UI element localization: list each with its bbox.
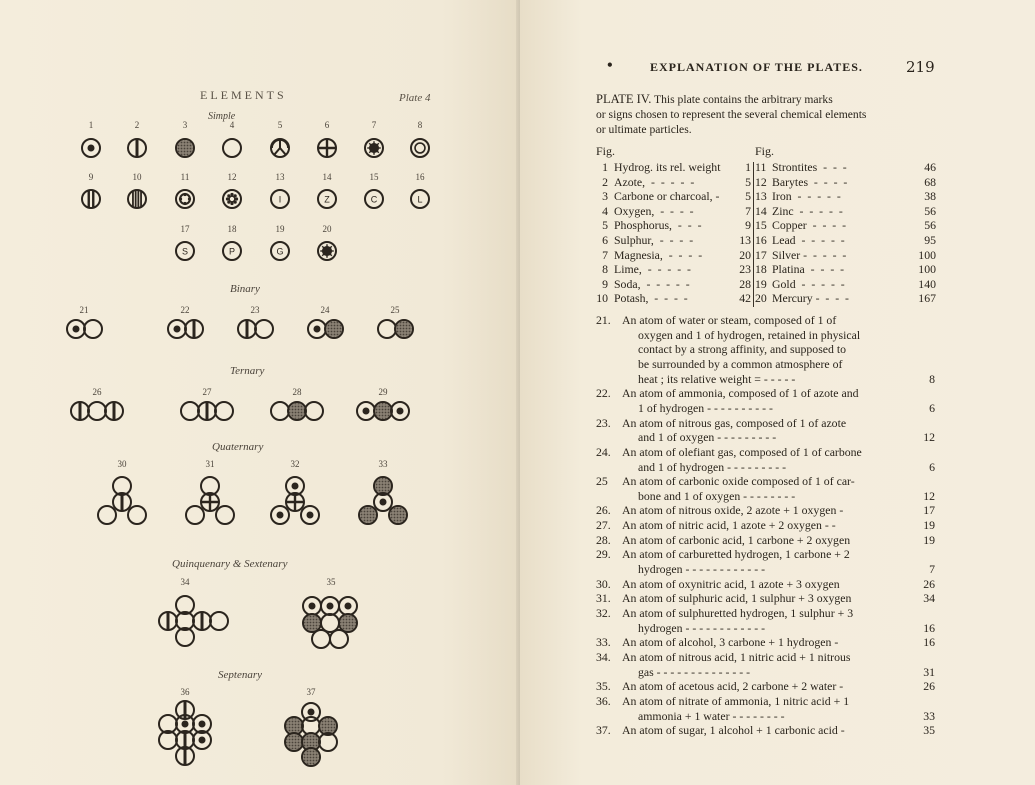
- fig-number: 8: [602, 262, 608, 277]
- element-row: [596, 160, 941, 175]
- figure-number: 5: [277, 120, 283, 130]
- atom-symbol-hydrogen: [308, 320, 326, 338]
- element-name: Gold - - - - -: [772, 276, 845, 291]
- atomic-weight: 100: [918, 262, 936, 277]
- note-weight: 6: [929, 459, 935, 474]
- atomic-weight: 68: [924, 174, 936, 189]
- note-text: be surrounded by a common atmosphere of: [638, 356, 843, 371]
- atom-letter: P: [228, 246, 236, 257]
- figure-number: 30: [117, 459, 127, 469]
- element-name: Zinc - - - - -: [772, 203, 843, 218]
- atom-symbol-letter: [271, 190, 289, 208]
- atom-symbol-carbone: [288, 402, 306, 420]
- atom-symbol-oxygen: [255, 320, 273, 338]
- atom-symbol-oxygen: [223, 139, 241, 157]
- note-line: [596, 723, 941, 738]
- fig-number: 15: [755, 218, 767, 233]
- note-number: 34.: [596, 649, 611, 664]
- element-row: [596, 175, 941, 190]
- atom-symbol-azote: [113, 493, 131, 511]
- atom-symbol-carbone: [389, 506, 407, 524]
- figure-number: 33: [378, 459, 388, 469]
- note-text: An atom of water or steam, composed of 1 of: [622, 313, 837, 327]
- atom-symbol-hydrogen: [339, 597, 357, 615]
- atomic-weight: 56: [924, 218, 936, 233]
- note-number: 31.: [596, 591, 611, 606]
- atom-symbol-carbone: [176, 139, 194, 157]
- note-number: 25: [596, 474, 608, 489]
- atom-symbol-carbone: [302, 748, 320, 766]
- figure-number: 27: [202, 387, 212, 397]
- atomic-weight: 20: [739, 247, 751, 262]
- element-name: Barytes - - - -: [772, 174, 848, 189]
- element-name: Lime, - - - - -: [614, 262, 691, 277]
- note-weight: 19: [923, 532, 935, 547]
- fig-number: 17: [755, 247, 767, 262]
- intro-line-1-text: This plate contains the arbitrary marks: [654, 93, 833, 106]
- figure-number: 31: [205, 459, 215, 469]
- note-number: 22.: [596, 386, 611, 401]
- note-text: An atom of ammonia, composed of 1 of azote and: [622, 386, 859, 401]
- atom-symbol-carbone: [325, 320, 343, 338]
- atom-symbol-hydrogen: [303, 597, 321, 615]
- running-head-mark: •: [606, 58, 615, 72]
- section-ternary: Ternary: [230, 365, 265, 377]
- atom-symbol-azote: [176, 747, 194, 765]
- element-name: Platina - - - -: [772, 262, 845, 277]
- page-number: 219: [906, 58, 935, 76]
- note-text: An atom of nitric acid, 1 azote + 2 oxygen - -: [622, 518, 836, 533]
- atom-symbol-hydrogen: [321, 597, 339, 615]
- note-number: 30.: [596, 576, 611, 591]
- note-line: [596, 533, 941, 548]
- figure-number: 13: [275, 172, 285, 182]
- note-line: [596, 679, 941, 694]
- fig-number: 6: [602, 233, 608, 247]
- fig-number: 3: [602, 189, 608, 204]
- atom-letter: Z: [324, 194, 330, 205]
- figure-number: 9: [88, 172, 94, 182]
- figure-number: 8: [417, 120, 423, 130]
- atom-letter: C: [370, 194, 378, 205]
- note-weight: 12: [923, 430, 935, 445]
- note-text: An atom of nitrous gas, composed of 1 of azote: [622, 415, 847, 430]
- note-number: 37.: [596, 723, 611, 738]
- atom-symbol-hydrogen: [391, 402, 409, 420]
- figure-number: 32: [290, 459, 300, 469]
- atomic-weight: 140: [918, 276, 936, 291]
- atom-symbol-oxygen: [215, 402, 233, 420]
- figure-number: 26: [92, 387, 102, 397]
- fig-number: 9: [602, 276, 608, 291]
- element-name: Lead - - - - -: [772, 233, 845, 247]
- atom-symbol-strontites: [176, 190, 194, 208]
- fig-number: 14: [755, 203, 767, 218]
- figure-number: 1: [88, 120, 94, 130]
- note-line: [596, 328, 941, 343]
- atom-symbol-oxygen: [216, 506, 234, 524]
- figure-number: 14: [322, 172, 332, 182]
- note-weight: 16: [923, 620, 935, 635]
- figure-number: 23: [250, 305, 260, 315]
- element-name: Carbone or charcoal, -: [614, 189, 720, 204]
- figure-number: 34: [180, 577, 190, 587]
- section-quaternary: Quaternary: [212, 441, 264, 453]
- fig-number: 13: [755, 189, 767, 204]
- note-number: 23.: [596, 415, 611, 430]
- note-weight: 35: [923, 723, 935, 738]
- note-text: contact by a strong affinity, and supposed to: [638, 342, 847, 357]
- note-text: An atom of carburetted hydrogen, 1 carbone + 2: [622, 547, 850, 562]
- fig-number: 1: [602, 160, 608, 174]
- note-line: [596, 621, 941, 636]
- note-number: 28.: [596, 532, 611, 547]
- element-name: Oxygen, - - - -: [614, 203, 694, 218]
- running-head-title: EXPLANATION OF THE PLATES.: [650, 60, 863, 74]
- note-text: An atom of olefiant gas, composed of 1 of carbone: [622, 444, 862, 459]
- atom-symbol-carbone: [303, 614, 321, 632]
- atom-symbol-oxygen: [128, 506, 146, 524]
- figure-number: 16: [415, 172, 425, 182]
- fig-number: 11: [755, 160, 767, 174]
- atom-symbol-azote: [198, 402, 216, 420]
- atomic-weight: 28: [739, 276, 751, 291]
- atom-symbol-oxygen: [186, 506, 204, 524]
- atom-symbol-magnesia: [365, 139, 383, 157]
- atom-symbol-hydrogen: [357, 402, 375, 420]
- atom-symbol-oxygen: [88, 402, 106, 420]
- figure-number: 4: [229, 120, 235, 130]
- note-text: hydrogen - - - - - - - - - - - -: [638, 562, 766, 577]
- note-number: 29.: [596, 547, 611, 562]
- note-weight: 34: [923, 591, 935, 606]
- note-text: An atom of nitrous oxide, 2 azote + 1 oxygen -: [622, 503, 844, 518]
- figure-number: 24: [320, 305, 330, 315]
- atom-symbol-oxygen: [378, 320, 396, 338]
- note-weight: 8: [929, 371, 935, 386]
- note-weight: 19: [923, 518, 935, 533]
- atom-symbol-letter: [411, 190, 429, 208]
- element-name: Sulphur, - - - -: [614, 233, 694, 247]
- atom-symbol-sulphur: [201, 493, 219, 511]
- note-weight: 26: [923, 576, 935, 591]
- figure-number: 20: [322, 224, 332, 234]
- figure-number: 3: [182, 120, 188, 130]
- atom-symbol-azote: [159, 612, 177, 630]
- note-number: 36.: [596, 693, 611, 708]
- element-name: Soda, - - - - -: [614, 276, 690, 291]
- atom-symbol-sulphur: [318, 139, 336, 157]
- atomic-weight: 23: [739, 262, 751, 277]
- figure-number: 2: [134, 120, 140, 130]
- intro-lead: PLATE IV.: [596, 92, 652, 106]
- note-line: [596, 665, 941, 680]
- atom-symbol-oxygen: [305, 402, 323, 420]
- figure-number: 28: [292, 387, 302, 397]
- section-simple: Simple: [208, 111, 236, 122]
- note-text: and 1 of oxygen - - - - - - - - -: [638, 430, 777, 445]
- atom-symbol-lime: [411, 139, 429, 157]
- atomic-weight: 167: [918, 291, 936, 306]
- atomic-weight: 7: [745, 203, 751, 218]
- element-row: [596, 248, 941, 263]
- note-text: An atom of oxynitric acid, 1 azote + 3 oxygen: [622, 576, 840, 591]
- element-name: Potash, - - - -: [614, 291, 688, 306]
- element-name: Silver - - - - -: [772, 247, 847, 262]
- atom-symbol-azote: [128, 139, 146, 157]
- section-binary: Binary: [230, 283, 260, 295]
- atom-symbol-carbone: [395, 320, 413, 338]
- element-row: [596, 189, 941, 204]
- note-line: [596, 606, 941, 621]
- note-number: 24.: [596, 444, 611, 459]
- figure-number: 37: [306, 687, 316, 697]
- atom-symbol-letter: [318, 190, 336, 208]
- atom-letter: G: [276, 246, 284, 257]
- fig-number: 12: [755, 174, 767, 189]
- figure-number: 15: [369, 172, 379, 182]
- figure-number: 29: [378, 387, 388, 397]
- note-line: [596, 650, 941, 665]
- figure-number: 25: [390, 305, 400, 315]
- figure-number: 35: [326, 577, 336, 587]
- fig-number: 5: [602, 218, 608, 233]
- fig-number: 7: [602, 247, 608, 262]
- element-name: Iron - - - - -: [772, 189, 841, 204]
- note-text: An atom of carbonic acid, 1 carbone + 2 oxygen: [622, 532, 851, 547]
- element-name: Azote, - - - - -: [614, 174, 695, 189]
- element-row: [596, 277, 941, 292]
- note-number: 32.: [596, 606, 611, 620]
- note-text: An atom of nitrous acid, 1 nitric acid + 1 nitrous: [622, 649, 851, 664]
- fig-number: 20: [755, 291, 767, 306]
- note-weight: 16: [923, 635, 935, 650]
- atom-symbol-hydrogen: [67, 320, 85, 338]
- plate-intro: [596, 92, 936, 137]
- atom-symbol-phosphorus: [271, 139, 289, 157]
- atom-symbol-hydrogen: [271, 506, 289, 524]
- note-line: [596, 313, 941, 328]
- section-quinquenary: Quinquenary & Sextenary: [172, 558, 288, 570]
- figure-number: 22: [180, 305, 190, 315]
- atom-symbol-carbone: [339, 614, 357, 632]
- element-row: [596, 218, 941, 233]
- atom-symbol-letter: [176, 242, 194, 260]
- atomic-weight: 5: [745, 189, 751, 204]
- note-line: [596, 474, 941, 489]
- atom-symbol-oxygen: [321, 614, 339, 632]
- note-text: An atom of alcohol, 3 carbone + 1 hydrogen -: [622, 635, 839, 650]
- atom-symbol-potash: [128, 190, 146, 208]
- note-line: [596, 357, 941, 372]
- atom-symbol-hydrogen: [301, 506, 319, 524]
- intro-line-3: or ultimate particles.: [596, 123, 692, 136]
- atom-symbol-oxygen: [181, 402, 199, 420]
- atomic-weight: 46: [924, 160, 936, 174]
- element-row: [596, 291, 941, 306]
- atom-symbol-carbone: [374, 402, 392, 420]
- note-text: oxygen and 1 of hydrogen, retained in physical: [638, 327, 861, 342]
- note-text: An atom of carbonic oxide composed of 1 of car-: [622, 474, 855, 489]
- atom-symbol-magnesia: [318, 242, 336, 260]
- element-row: [596, 233, 941, 248]
- note-line: [596, 460, 941, 475]
- note-text: An atom of sulphuric acid, 1 sulphur + 3 oxygen: [622, 591, 852, 606]
- intro-line-1: [596, 92, 936, 107]
- atomic-weight: 42: [739, 291, 751, 306]
- atomic-weight: 38: [924, 189, 936, 204]
- note-line: [596, 709, 941, 724]
- note-weight: 31: [923, 664, 935, 679]
- fig-number: 2: [602, 174, 608, 189]
- element-row: [596, 262, 941, 277]
- note-text: 1 of hydrogen - - - - - - - - - -: [638, 400, 773, 415]
- atomic-weight: 100: [918, 247, 936, 262]
- atomic-weight: 56: [924, 203, 936, 218]
- atom-symbol-azote: [105, 402, 123, 420]
- note-number: 35.: [596, 679, 611, 694]
- atom-symbol-letter: [271, 242, 289, 260]
- fig-heading-right: Fig.: [755, 144, 775, 158]
- fig-number: 18: [755, 262, 767, 277]
- note-text: heat ; its relative weight = - - - - -: [638, 371, 796, 386]
- plate-label: Plate 4: [399, 92, 431, 104]
- atom-symbol-oxygen: [210, 612, 228, 630]
- atom-symbol-oxygen: [84, 320, 102, 338]
- note-line: [596, 416, 941, 431]
- note-text: hydrogen - - - - - - - - - - - -: [638, 620, 766, 635]
- fig-number: 4: [602, 203, 608, 218]
- note-weight: 12: [923, 488, 935, 503]
- atom-symbol-oxygen: [98, 506, 116, 524]
- fig-heading-left: Fig.: [596, 144, 616, 158]
- figure-number: 17: [180, 224, 190, 234]
- note-text: An atom of sugar, 1 alcohol + 1 carbonic acid -: [622, 723, 845, 738]
- atom-symbol-letter: [223, 242, 241, 260]
- note-text: ammonia + 1 water - - - - - - - -: [638, 708, 785, 723]
- element-name: Magnesia, - - - -: [614, 247, 703, 262]
- section-septenary: Septenary: [218, 669, 262, 681]
- note-number: 21.: [596, 313, 611, 327]
- atomic-weight: 13: [739, 233, 751, 247]
- note-number: 26.: [596, 503, 611, 518]
- note-line: [596, 518, 941, 533]
- atom-symbol-oxygen: [312, 630, 330, 648]
- figure-number: 6: [324, 120, 330, 130]
- note-text: An atom of nitrate of ammonia, 1 nitric acid + 1: [622, 693, 850, 708]
- note-line: [596, 342, 941, 357]
- note-line: [596, 372, 941, 387]
- atom-symbol-sulphur: [286, 493, 304, 511]
- figure-number: 7: [371, 120, 377, 130]
- atom-symbol-carbone: [359, 506, 377, 524]
- note-line: [596, 445, 941, 460]
- atomic-weight: 5: [745, 174, 751, 189]
- fig-number: 10: [596, 291, 608, 306]
- note-line: [596, 489, 941, 504]
- note-line: [596, 562, 941, 577]
- note-number: 27.: [596, 518, 611, 533]
- figure-number: 10: [132, 172, 142, 182]
- note-line: [596, 386, 941, 401]
- note-weight: 7: [929, 562, 935, 577]
- note-line: [596, 430, 941, 445]
- fig-number: 19: [755, 276, 767, 291]
- atom-symbol-oxygen: [330, 630, 348, 648]
- figure-number: 18: [227, 224, 237, 234]
- element-row: [596, 204, 941, 219]
- note-line: [596, 503, 941, 518]
- note-weight: 26: [923, 679, 935, 694]
- note-text: An atom of acetous acid, 2 carbone + 2 water -: [622, 679, 844, 694]
- note-line: [596, 401, 941, 416]
- element-name: Mercury - - - -: [772, 291, 849, 306]
- atom-symbol-hydrogen: [168, 320, 186, 338]
- atom-symbol-carbone: [285, 733, 303, 751]
- note-text: bone and 1 of oxygen - - - - - - - -: [638, 488, 796, 503]
- atom-letter: L: [417, 194, 423, 205]
- atomic-weight: 1: [745, 160, 751, 174]
- note-line: [596, 547, 941, 562]
- element-name: Hydrog. its rel. weight: [614, 160, 721, 174]
- element-name: Phosphorus, - - -: [614, 218, 702, 233]
- figure-number: 36: [180, 687, 190, 697]
- atom-symbol-azote: [185, 320, 203, 338]
- atomic-weight: 9: [745, 218, 751, 233]
- atom-symbol-barytes: [223, 190, 241, 208]
- note-text: gas - - - - - - - - - - - - - -: [638, 664, 751, 679]
- atom-letter: S: [181, 246, 189, 257]
- figure-number: 12: [227, 172, 237, 182]
- element-name: Copper - - - -: [772, 218, 847, 233]
- note-weight: 33: [923, 708, 935, 723]
- note-line: [596, 635, 941, 650]
- note-line: [596, 591, 941, 606]
- fig-number: 16: [755, 233, 767, 247]
- atom-symbol-letter: [365, 190, 383, 208]
- atom-symbol-azote: [71, 402, 89, 420]
- note-weight: 6: [929, 400, 935, 415]
- atom-symbol-azote: [238, 320, 256, 338]
- note-number: 33.: [596, 635, 611, 650]
- figure-number: 21: [79, 305, 89, 315]
- atom-symbol-hydrogen: [82, 139, 100, 157]
- note-weight: 17: [923, 503, 935, 518]
- note-line: [596, 577, 941, 592]
- atom-symbol-azote: [193, 612, 211, 630]
- note-text: and 1 of hydrogen - - - - - - - - -: [638, 459, 787, 474]
- atom-letter: I: [278, 194, 282, 205]
- note-text: An atom of sulphuretted hydrogen, 1 sulphur + 3: [622, 606, 854, 620]
- plate-title: ELEMENTS: [200, 88, 287, 102]
- note-line: [596, 694, 941, 709]
- atom-symbol-soda: [82, 190, 100, 208]
- atomic-weight: 95: [924, 233, 936, 247]
- intro-line-2: or signs chosen to represent the several chemical elements: [596, 108, 867, 121]
- figure-number: 19: [275, 224, 285, 234]
- element-name: Strontites - - -: [772, 160, 847, 174]
- figure-number: 11: [180, 172, 190, 182]
- atom-symbol-oxygen: [271, 402, 289, 420]
